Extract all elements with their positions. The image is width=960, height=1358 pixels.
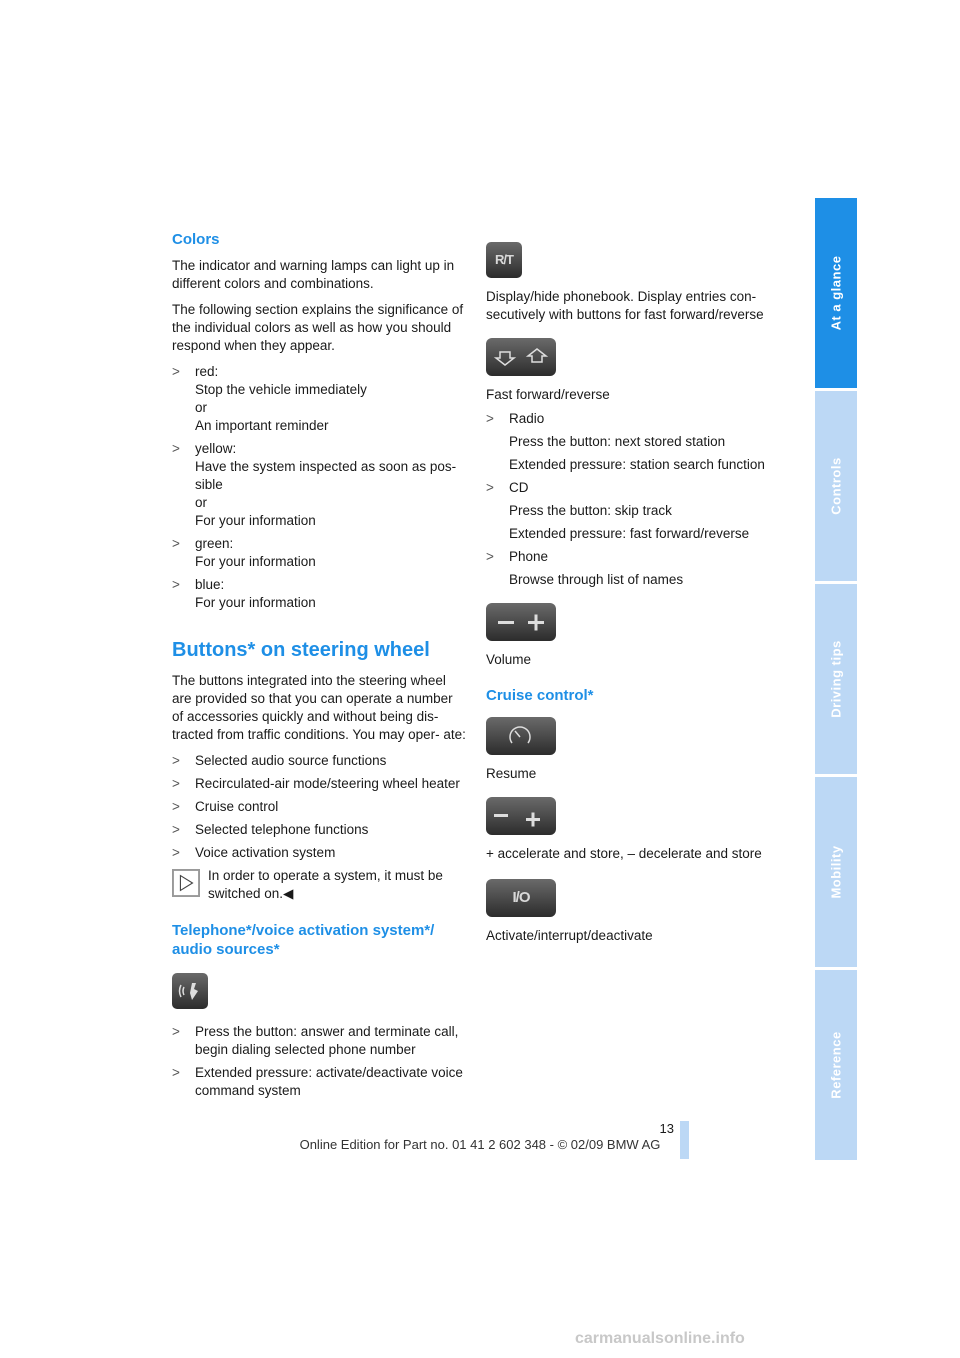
watermark: carmanualsonline.info — [575, 1330, 745, 1347]
list-line: red: — [195, 364, 219, 379]
telephone-heading: Telephone*/voice activation system*/ audio sources* — [172, 922, 435, 958]
bullet-arrow-icon: > — [172, 441, 180, 456]
note-box — [172, 867, 467, 903]
sidebar-tab-at-a-glance[interactable] — [815, 198, 857, 388]
list-text: Recirculated-air mode/steering wheel heater — [195, 776, 460, 791]
list-sub: Extended pressure: station search function — [509, 457, 765, 472]
footer-edition: Online Edition for Part no. 01 41 2 602 348 - © 02/09 BMW AG — [299, 1137, 661, 1152]
list-sub: Extended pressure: fast forward/reverse — [509, 526, 750, 541]
arrow-left-right-icon — [486, 338, 556, 376]
list-line: green: — [195, 536, 234, 551]
list-line: or — [195, 400, 208, 415]
sidebar-tab-label: Controls — [828, 457, 844, 515]
page-number: 13 — [659, 1121, 674, 1136]
list-line: blue: — [195, 577, 225, 592]
volume-description: Volume — [486, 652, 532, 667]
note-text: In order to operate a system, it must be switched on.◀ — [208, 868, 443, 901]
bullet-arrow-icon: > — [172, 799, 180, 814]
voice-phone-button[interactable] — [172, 973, 208, 1009]
list-item-yellow — [172, 440, 467, 530]
bullet-arrow-icon: > — [172, 1024, 180, 1039]
list-item — [172, 1064, 467, 1100]
buttons-paragraph: The buttons integrated into the steering wheel are provided so that you can operate a number of accessories quickly and without being dis- tracted from traffic conditions. You may oper- ate: — [172, 673, 466, 742]
voice-command-icon — [172, 973, 208, 1009]
list-sub: Press the button: next stored station — [509, 434, 726, 449]
bullet-arrow-icon: > — [172, 1065, 180, 1080]
resume-description: Resume — [486, 766, 537, 781]
accelerate-decelerate-button[interactable] — [486, 797, 556, 835]
sidebar-tab-label: Reference — [828, 1031, 844, 1099]
bullet-arrow-icon: > — [172, 845, 180, 860]
accelerate-description: + accelerate and store, – decelerate and store — [486, 846, 762, 861]
sidebar-tab-label: At a glance — [828, 255, 844, 331]
list-text: Cruise control — [195, 799, 279, 814]
list-item — [172, 821, 467, 839]
bullet-arrow-icon: > — [172, 822, 180, 837]
list-text: Press the button: answer and terminate call, begin dialing selected phone number — [195, 1024, 459, 1057]
list-item — [172, 844, 467, 862]
sidebar-tab-controls[interactable] — [815, 391, 857, 581]
list-line: yellow: — [195, 441, 237, 456]
list-line: or — [195, 495, 208, 510]
bullet-arrow-icon: > — [172, 776, 180, 791]
list-item — [172, 798, 467, 816]
sidebar-tab-driving-tips[interactable] — [815, 584, 857, 774]
cruise-control-heading: Cruise control* — [486, 687, 594, 704]
list-line: An important reminder — [195, 418, 329, 433]
list-item-radio — [486, 410, 786, 474]
bullet-arrow-icon: > — [172, 753, 180, 768]
left-column — [172, 231, 467, 1105]
fast-forward-reverse-button[interactable] — [486, 338, 556, 376]
list-line: For your information — [195, 595, 316, 610]
list-title: CD — [509, 480, 529, 495]
colors-paragraph-2: The following section explains the significance of the individual colors as well as how you should respond when they appear. — [172, 302, 464, 353]
list-item-red — [172, 363, 467, 435]
list-item-blue — [172, 576, 467, 612]
list-line: For your information — [195, 513, 316, 528]
list-item — [172, 1023, 467, 1059]
list-sub: Browse through list of names — [509, 572, 684, 587]
list-item — [172, 775, 467, 793]
list-text: Selected telephone functions — [195, 822, 369, 837]
fast-forward-description: Fast forward/reverse — [486, 387, 610, 402]
bullet-arrow-icon: > — [172, 536, 180, 551]
list-sub: Press the button: skip track — [509, 503, 672, 518]
right-column — [486, 240, 786, 953]
rt-button[interactable] — [486, 242, 522, 278]
minus-plus-icon — [486, 603, 556, 641]
sidebar-tab-mobility[interactable] — [815, 777, 857, 967]
bullet-arrow-icon: > — [486, 411, 494, 426]
bullet-arrow-icon: > — [172, 577, 180, 592]
activate-interrupt-button[interactable] — [486, 879, 556, 917]
rt-description: Display/hide phonebook. Display entries con- secutively with buttons for fast forward/reverse — [486, 289, 764, 322]
volume-button[interactable] — [486, 603, 556, 641]
rt-button-label: R/T — [495, 252, 513, 267]
activate-description: Activate/interrupt/deactivate — [486, 928, 653, 943]
list-item-cd — [486, 479, 786, 543]
sidebar-tab-reference[interactable] — [815, 970, 857, 1160]
list-item — [172, 752, 467, 770]
sidebar-tab-label: Driving tips — [828, 640, 844, 718]
list-line: sible — [195, 477, 223, 492]
colors-heading: Colors — [172, 231, 220, 248]
list-text: Extended pressure: activate/deactivate voice command system — [195, 1065, 463, 1098]
list-title: Radio — [509, 411, 545, 426]
list-item-phone — [486, 548, 786, 589]
colors-paragraph-1: The indicator and warning lamps can light up in different colors and combinations. — [172, 258, 455, 291]
list-line: For your information — [195, 554, 316, 569]
bullet-arrow-icon: > — [172, 364, 180, 379]
list-title: Phone — [509, 549, 549, 564]
minus-plus-icon — [486, 797, 556, 835]
resume-button[interactable] — [486, 717, 556, 755]
bullet-arrow-icon: > — [486, 549, 494, 564]
speedometer-icon — [486, 717, 556, 755]
list-line: Have the system inspected as soon as pos- — [195, 459, 457, 474]
note-triangle-icon — [172, 869, 200, 897]
list-line: Stop the vehicle immediately — [195, 382, 367, 397]
bullet-arrow-icon: > — [486, 480, 494, 495]
list-item-green — [172, 535, 467, 571]
buttons-heading: Buttons* on steering wheel — [172, 639, 430, 661]
list-text: Selected audio source functions — [195, 753, 387, 768]
sidebar-tab-label: Mobility — [828, 845, 844, 899]
list-text: Voice activation system — [195, 845, 336, 860]
io-button-label: I/O — [512, 889, 530, 906]
